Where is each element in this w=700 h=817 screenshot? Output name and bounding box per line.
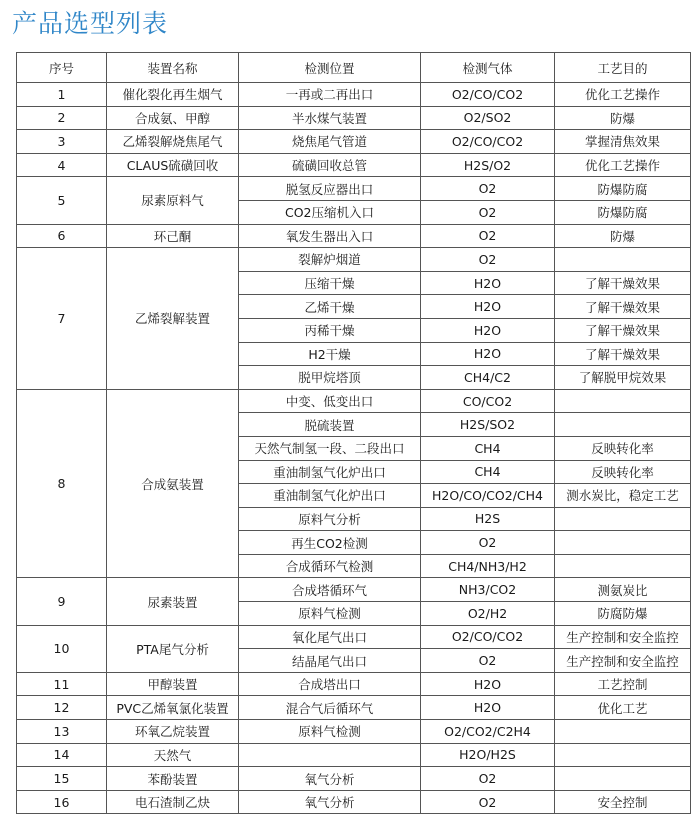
cell-location: H2干燥 — [239, 342, 421, 366]
cell-gas: O2/CO/CO2 — [421, 83, 555, 107]
cell-purpose: 生产控制和安全监控 — [555, 649, 691, 673]
cell-no: 4 — [17, 153, 107, 177]
cell-no: 12 — [17, 696, 107, 720]
cell-device: 环己酮 — [107, 224, 239, 248]
cell-gas: O2 — [421, 177, 555, 201]
cell-device: 甲醇装置 — [107, 672, 239, 696]
cell-no: 2 — [17, 106, 107, 130]
cell-purpose: 防腐防爆 — [555, 602, 691, 626]
cell-gas: H2O — [421, 318, 555, 342]
cell-gas: CH4/NH3/H2 — [421, 554, 555, 578]
cell-location: 氧化尾气出口 — [239, 625, 421, 649]
table-row — [17, 720, 691, 744]
cell-purpose: 了解干燥效果 — [555, 271, 691, 295]
cell-gas: O2 — [421, 649, 555, 673]
cell-purpose: 反映转化率 — [555, 436, 691, 460]
cell-purpose — [555, 413, 691, 437]
cell-purpose: 防爆防腐 — [555, 200, 691, 224]
cell-purpose: 防爆防腐 — [555, 177, 691, 201]
cell-gas: H2O — [421, 342, 555, 366]
cell-device: 合成氨装置 — [107, 389, 239, 578]
cell-gas: O2/CO2/C2H4 — [421, 720, 555, 744]
cell-gas: O2 — [421, 790, 555, 814]
header-location: 检测位置 — [239, 53, 421, 83]
cell-no: 1 — [17, 83, 107, 107]
cell-gas: H2O — [421, 696, 555, 720]
cell-gas: O2/CO/CO2 — [421, 625, 555, 649]
cell-location: 再生CO2检测 — [239, 531, 421, 555]
cell-purpose — [555, 554, 691, 578]
cell-gas: H2S — [421, 507, 555, 531]
table-row — [17, 790, 691, 814]
cell-device: 尿素原料气 — [107, 177, 239, 224]
cell-gas: CH4 — [421, 460, 555, 484]
cell-location: 原料气检测 — [239, 602, 421, 626]
cell-gas: CH4/C2 — [421, 366, 555, 390]
table-header-row — [17, 53, 691, 83]
cell-gas: O2 — [421, 224, 555, 248]
cell-device: 电石渣制乙炔 — [107, 790, 239, 814]
cell-location: 氧气分析 — [239, 790, 421, 814]
cell-gas: O2 — [421, 767, 555, 791]
cell-no: 6 — [17, 224, 107, 248]
table-row — [17, 696, 691, 720]
cell-location: 乙烯干燥 — [239, 295, 421, 319]
cell-gas: H2O/H2S — [421, 743, 555, 767]
cell-no: 5 — [17, 177, 107, 224]
cell-gas: O2 — [421, 200, 555, 224]
header-device: 装置名称 — [107, 53, 239, 83]
cell-location: 中变、低变出口 — [239, 389, 421, 413]
cell-no: 10 — [17, 625, 107, 672]
cell-purpose: 测水炭比，稳定工艺 — [555, 484, 691, 508]
cell-location: 烧焦尾气管道 — [239, 130, 421, 154]
cell-no: 3 — [17, 130, 107, 154]
cell-device: 天然气 — [107, 743, 239, 767]
cell-no: 15 — [17, 767, 107, 791]
cell-purpose: 优化工艺操作 — [555, 83, 691, 107]
cell-device: 合成氨、甲醇 — [107, 106, 239, 130]
cell-location: CO2压缩机入口 — [239, 200, 421, 224]
cell-location: 脱甲烷塔顶 — [239, 366, 421, 390]
cell-device: PTA尾气分析 — [107, 625, 239, 672]
table-row — [17, 153, 691, 177]
cell-no: 7 — [17, 248, 107, 390]
cell-gas: O2/CO/CO2 — [421, 130, 555, 154]
cell-location: 氧气分析 — [239, 767, 421, 791]
cell-device: 催化裂化再生烟气 — [107, 83, 239, 107]
cell-gas: H2S/SO2 — [421, 413, 555, 437]
cell-purpose: 掌握清焦效果 — [555, 130, 691, 154]
cell-location: 原料气分析 — [239, 507, 421, 531]
table-row — [17, 389, 691, 413]
cell-purpose: 优化工艺 — [555, 696, 691, 720]
cell-purpose: 了解脱甲烷效果 — [555, 366, 691, 390]
cell-location: 半水煤气装置 — [239, 106, 421, 130]
cell-location: 天然气制氢一段、二段出口 — [239, 436, 421, 460]
cell-no: 9 — [17, 578, 107, 625]
cell-no: 14 — [17, 743, 107, 767]
cell-location: 混合气后循环气 — [239, 696, 421, 720]
cell-purpose: 了解干燥效果 — [555, 342, 691, 366]
cell-location: 丙稀干燥 — [239, 318, 421, 342]
cell-purpose: 防爆 — [555, 106, 691, 130]
cell-gas: H2O — [421, 271, 555, 295]
cell-purpose: 防爆 — [555, 224, 691, 248]
cell-location: 合成塔出口 — [239, 672, 421, 696]
cell-gas: H2O — [421, 672, 555, 696]
table-row — [17, 177, 691, 201]
cell-gas: CH4 — [421, 436, 555, 460]
cell-location — [239, 743, 421, 767]
cell-device: 尿素装置 — [107, 578, 239, 625]
cell-location: 结晶尾气出口 — [239, 649, 421, 673]
cell-purpose — [555, 507, 691, 531]
header-no: 序号 — [17, 53, 107, 83]
cell-device: 乙烯裂解装置 — [107, 248, 239, 390]
cell-purpose: 工艺控制 — [555, 672, 691, 696]
cell-gas: H2O/CO/CO2/CH4 — [421, 484, 555, 508]
cell-gas: NH3/CO2 — [421, 578, 555, 602]
cell-no: 11 — [17, 672, 107, 696]
cell-device: CLAUS硫磺回收 — [107, 153, 239, 177]
cell-purpose — [555, 389, 691, 413]
cell-purpose: 测氨炭比 — [555, 578, 691, 602]
table-row — [17, 743, 691, 767]
cell-location: 裂解炉烟道 — [239, 248, 421, 272]
table-row — [17, 248, 691, 272]
cell-location: 合成循环气检测 — [239, 554, 421, 578]
cell-purpose: 了解干燥效果 — [555, 318, 691, 342]
cell-purpose — [555, 767, 691, 791]
cell-device: 苯酚装置 — [107, 767, 239, 791]
cell-gas: O2 — [421, 248, 555, 272]
cell-no: 16 — [17, 790, 107, 814]
cell-location: 氧发生器出入口 — [239, 224, 421, 248]
cell-location: 一再或二再出口 — [239, 83, 421, 107]
table-row — [17, 106, 691, 130]
cell-device: PVC乙烯氧氯化装置 — [107, 696, 239, 720]
header-purpose: 工艺目的 — [555, 53, 691, 83]
table-row — [17, 83, 691, 107]
table-row — [17, 578, 691, 602]
cell-gas: O2/SO2 — [421, 106, 555, 130]
cell-no: 8 — [17, 389, 107, 578]
cell-location: 脱氢反应器出口 — [239, 177, 421, 201]
cell-device: 乙烯裂解烧焦尾气 — [107, 130, 239, 154]
cell-purpose — [555, 248, 691, 272]
cell-purpose — [555, 743, 691, 767]
table-row — [17, 625, 691, 649]
table-row — [17, 672, 691, 696]
table-row — [17, 224, 691, 248]
header-gas: 检测气体 — [421, 53, 555, 83]
cell-purpose — [555, 531, 691, 555]
cell-purpose: 生产控制和安全监控 — [555, 625, 691, 649]
page-title: 产品选型列表 — [12, 9, 169, 38]
cell-purpose: 安全控制 — [555, 790, 691, 814]
cell-location: 脱硫装置 — [239, 413, 421, 437]
cell-no: 13 — [17, 720, 107, 744]
cell-gas: H2O — [421, 295, 555, 319]
cell-location: 重油制氢气化炉出口 — [239, 460, 421, 484]
cell-device: 环氧乙烷装置 — [107, 720, 239, 744]
cell-purpose: 反映转化率 — [555, 460, 691, 484]
cell-location: 原料气检测 — [239, 720, 421, 744]
cell-location: 压缩干燥 — [239, 271, 421, 295]
cell-purpose — [555, 720, 691, 744]
cell-gas: CO/CO2 — [421, 389, 555, 413]
product-selection-table — [16, 52, 691, 814]
cell-location: 硫磺回收总管 — [239, 153, 421, 177]
cell-location: 合成塔循环气 — [239, 578, 421, 602]
cell-purpose: 优化工艺操作 — [555, 153, 691, 177]
cell-purpose: 了解干燥效果 — [555, 295, 691, 319]
cell-gas: O2/H2 — [421, 602, 555, 626]
table-row — [17, 130, 691, 154]
cell-gas: O2 — [421, 531, 555, 555]
cell-location: 重油制氢气化炉出口 — [239, 484, 421, 508]
cell-gas: H2S/O2 — [421, 153, 555, 177]
table-row — [17, 767, 691, 791]
